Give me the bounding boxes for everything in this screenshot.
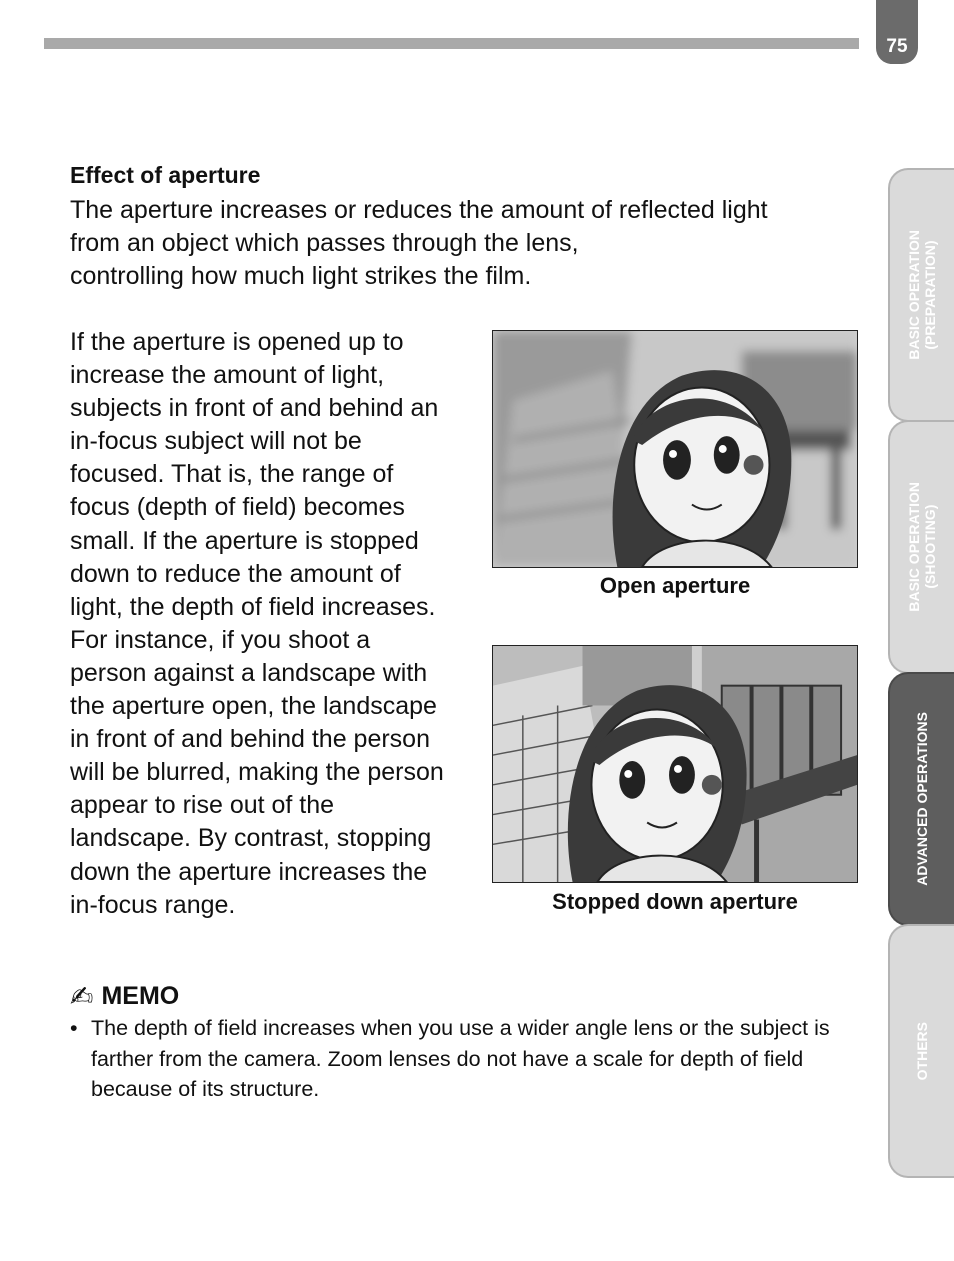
page-number: 75 [886,36,908,57]
chapter-tab-basic-shooting[interactable] [888,420,954,674]
body-paragraph: If the aperture is opened up to increase the amount of light, subjects in front of and behind an in-focus subject will not be focused. That is, the range of focus (depth of field) becomes small. If the aperture is stopped down to reduce the amount of light, the depth of field increases. For instance, if you shoot a person against a landscape with the aperture open, the landscape in front of and behind the person will be blurred, making the person appear to rise out of the landscape. By contrast, stopping down the aperture increases the in-focus range. [70,328,444,919]
chapter-tab-advanced-operations[interactable] [888,672,954,926]
page-number-tab [876,0,918,64]
intro-paragraph [70,194,860,293]
bullet: • [70,1016,78,1040]
tab-label: (PREPARATION) [922,240,938,350]
memo-text: The depth of field increases when you use a wider angle lens or the subject is farther from the camera. Zoom lenses do not have a scale for depth of field because of its structure. [91,1016,830,1101]
memo-list-item [70,1013,860,1105]
header-rule [44,38,859,49]
memo-heading [70,980,179,1013]
tab-label: BASIC OPERATION [906,482,922,612]
pen-icon: ✍ [70,981,94,1012]
stopped-down-aperture-illustration [492,645,858,883]
chapter-tab-others[interactable] [888,924,954,1178]
chapter-tab-basic-preparation[interactable] [888,168,954,422]
memo-title: MEMO [101,982,180,1010]
figure-caption: Open aperture [599,573,751,598]
tab-label: ADVANCED OPERATIONS [914,712,930,886]
intro-line: The aperture increases or reduces the amount of reflected light [70,196,768,224]
section-heading: Effect of aperture [70,162,261,188]
tab-label: OTHERS [914,1021,930,1081]
tab-label: BASIC OPERATION [906,230,922,360]
intro-line: controlling how much light strikes the film. [70,262,532,290]
tab-label: (SHOOTING) [922,505,938,589]
intro-line: from an object which passes through the lens, [70,229,579,257]
figure-caption: Stopped down aperture [552,889,798,914]
open-aperture-illustration [492,330,858,568]
